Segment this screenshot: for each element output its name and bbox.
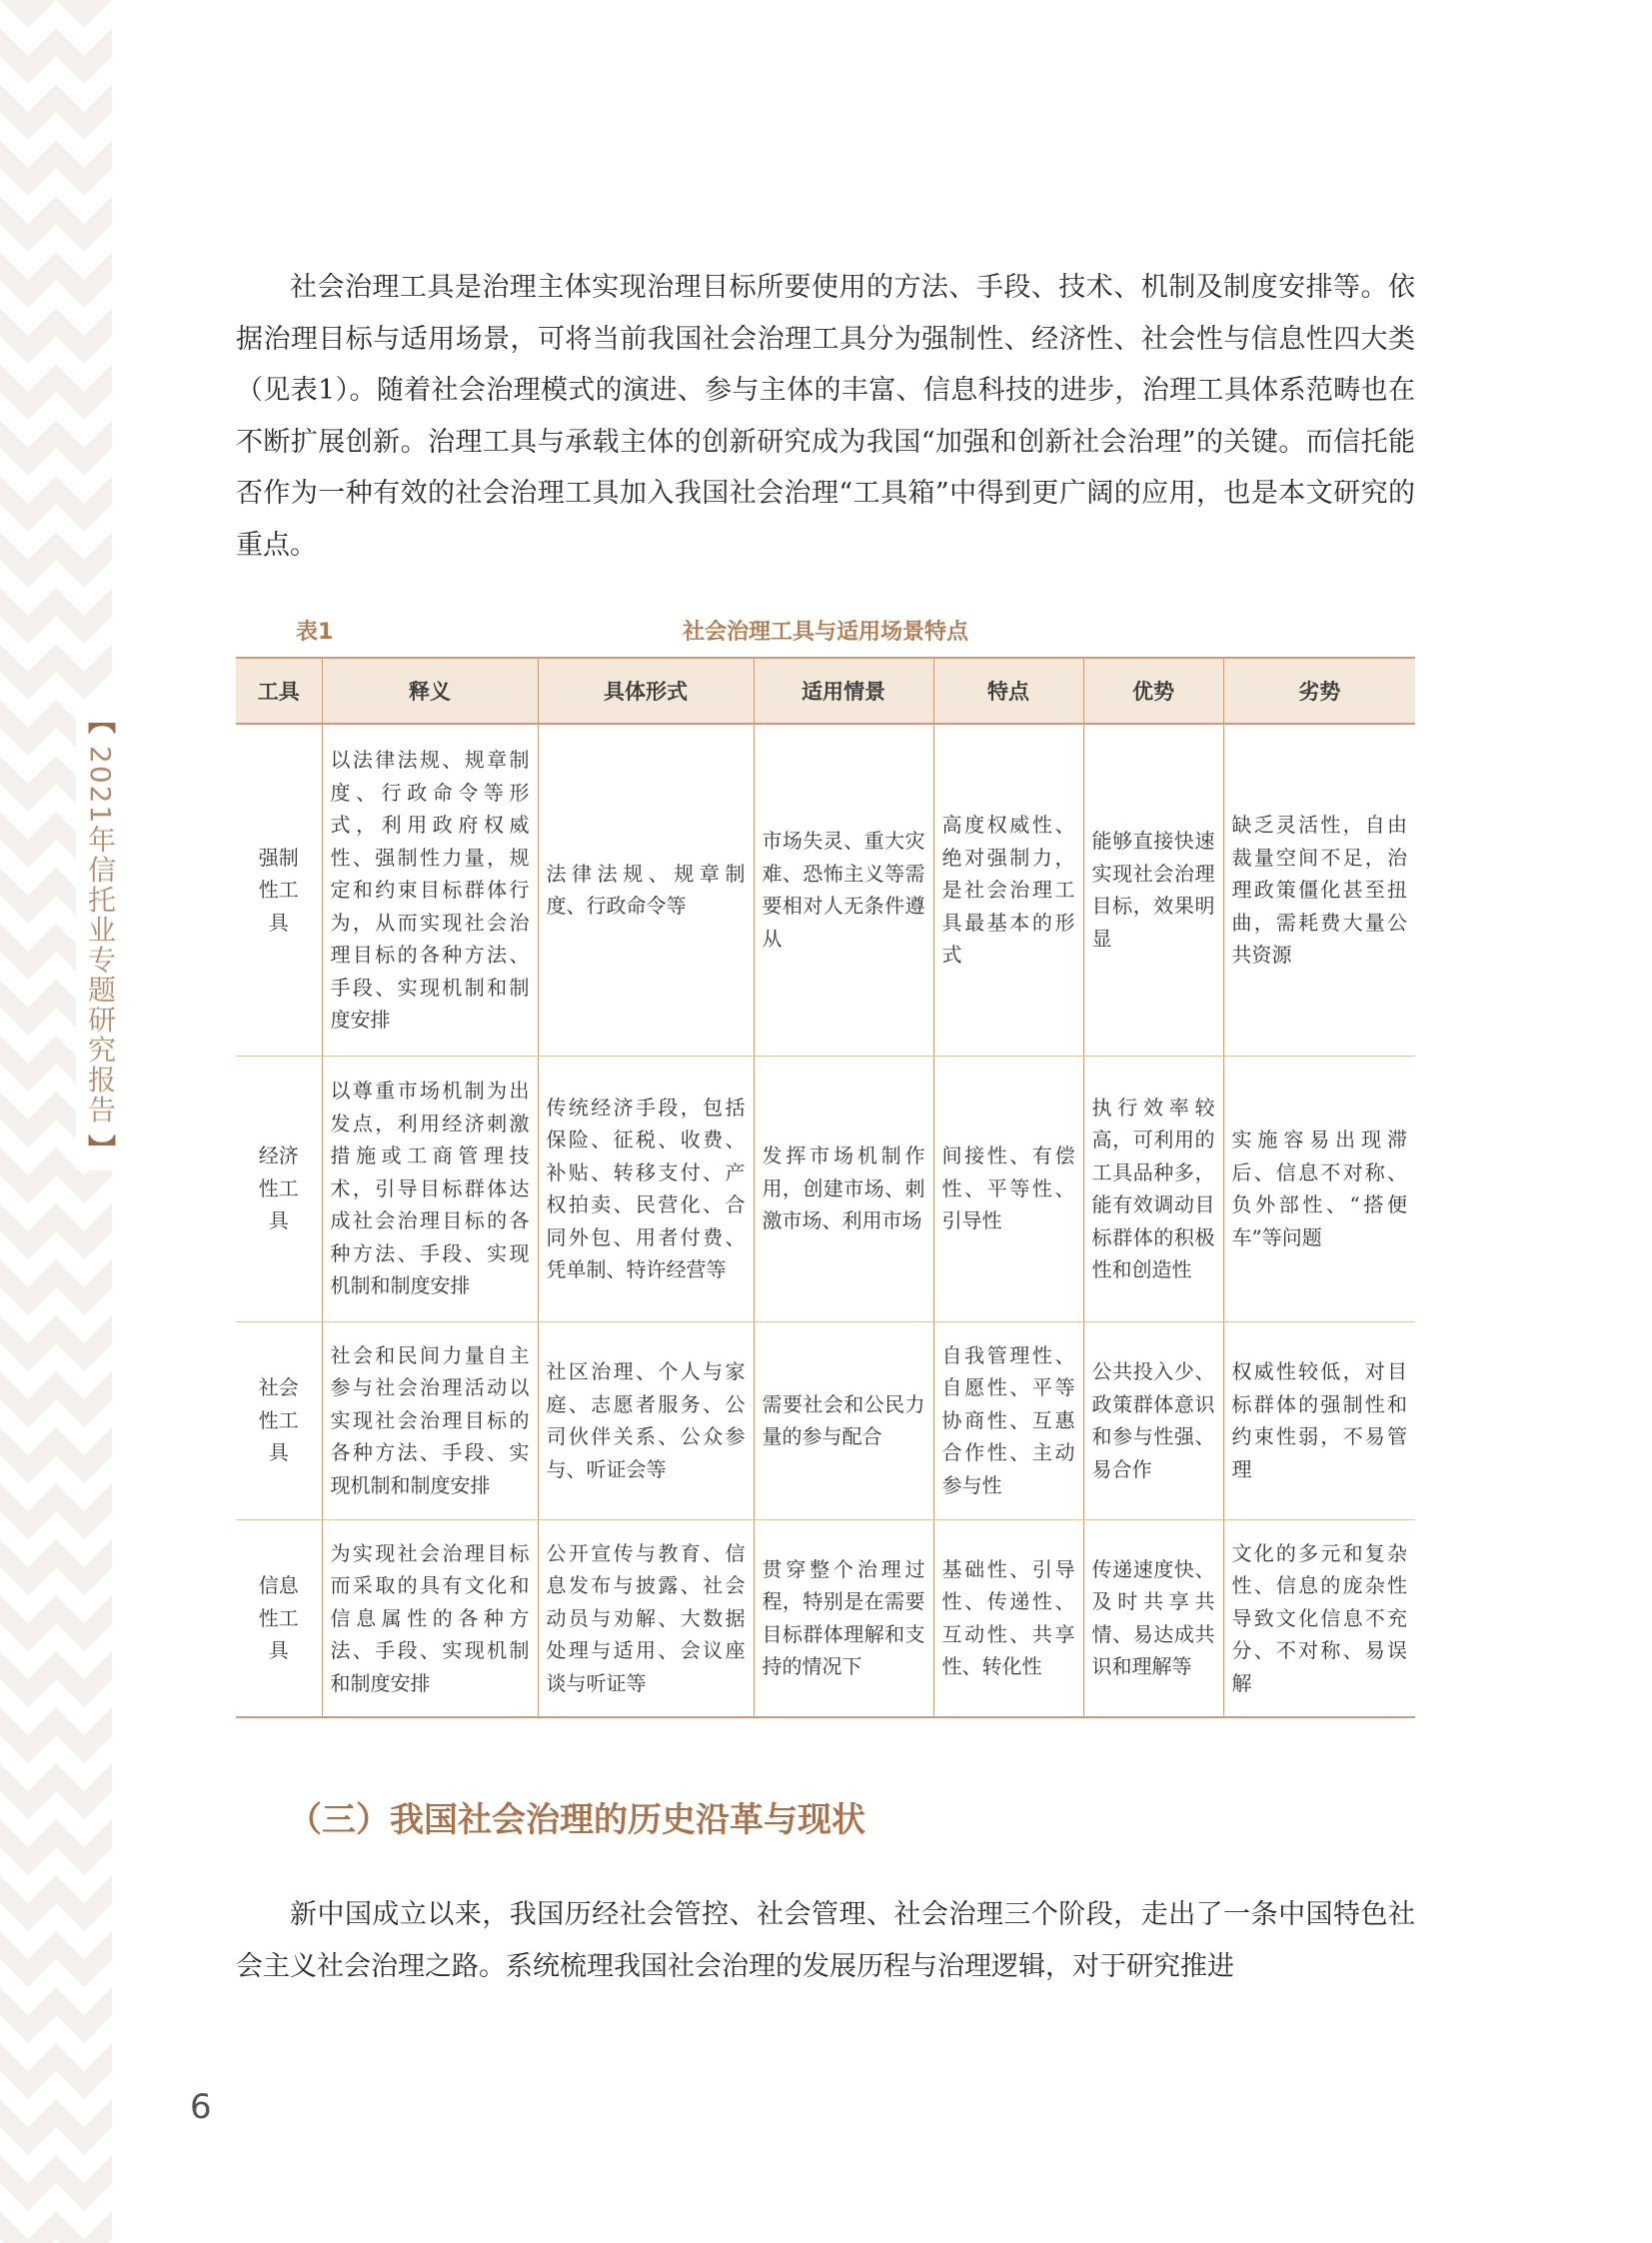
table-cell: 市场失灵、重大灾难、恐怖主义等需要相对人无条件遵从 (754, 724, 933, 1056)
table-title: 社会治理工具与适用场景特点 (682, 620, 968, 645)
table-cell: 能够直接快速实现社会治理目标，效果明显 (1083, 724, 1223, 1056)
column-header: 适用情景 (754, 658, 933, 724)
table-cell: 传统经济手段，包括保险、征税、收费、补贴、转移支付、产权拍卖、民营化、合同外包、用者付费、凭单制、特许经营等 (538, 1056, 754, 1321)
header-bracket-open: 【 (84, 706, 117, 736)
table-row (236, 724, 1415, 1056)
table-cell: 公开宣传与教育、信息发布与披露、社会动员与劝解、大数据处理与适用、会议座谈与听证等 (538, 1519, 754, 1717)
table-cell: 权威性较低，对目标群体的强制性和约束性弱，不易管理 (1223, 1321, 1415, 1519)
report-title: 2021年信托业专题研究报告 (84, 746, 117, 1125)
table-number: 表1 (296, 620, 334, 645)
table-cell: 发挥市场机制作用，创建市场、刺激市场、利用市场 (754, 1056, 933, 1321)
governance-tools-table (236, 657, 1415, 1718)
page-content (236, 262, 1415, 1992)
table-cell: 社会性工具 (236, 1321, 322, 1519)
column-header: 特点 (933, 658, 1083, 724)
table-row (236, 1519, 1415, 1717)
table-cell: 需要社会和公民力量的参与配合 (754, 1321, 933, 1519)
table-cell: 传递速度快、及时共享共情、易达成共识和理解等 (1083, 1519, 1223, 1717)
table-cell: 以法律法规、规章制度、行政命令等形式，利用政府权威性、强制性力量，规定和约束目标群体行为，从而实现社会治理目标的各种方法、手段、实现机制和制度安排 (322, 724, 538, 1056)
table-cell: 基础性、引导性、传递性、互动性、共享性、转化性 (933, 1519, 1083, 1717)
table-cell: 高度权威性、绝对强制力，是社会治理工具最基本的形式 (933, 724, 1083, 1056)
table-cell: 社会和民间力量自主参与社会治理活动以实现社会治理目标的各种方法、手段、实现机制和制度安排 (322, 1321, 538, 1519)
table-caption (236, 611, 1415, 647)
column-header: 工具 (236, 658, 322, 724)
table-cell: 公共投入少、政策群体意识和参与性强、易合作 (1083, 1321, 1223, 1519)
table-cell: 间接性、有偿性、平等性、引导性 (933, 1056, 1083, 1321)
table-cell: 缺乏灵活性，自由裁量空间不足，治理政策僵化甚至扭曲，需耗费大量公共资源 (1223, 724, 1415, 1056)
table-cell: 执行效率较高，可利用的工具品种多，能有效调动目标群体的积极性和创造性 (1083, 1056, 1223, 1321)
table-cell: 以尊重市场机制为出发点，利用经济刺激措施或工商管理技术，引导目标群体达成社会治理目标的各种方法、手段、实现机制和制度安排 (322, 1056, 538, 1321)
table-cell: 经济性工具 (236, 1056, 322, 1321)
table-row (236, 1056, 1415, 1321)
table-cell: 贯穿整个治理过程，特别是在需要目标群体理解和支持的情况下 (754, 1519, 933, 1717)
table-cell: 社区治理、个人与家庭、志愿者服务、公司伙伴关系、公众参与、听证会等 (538, 1321, 754, 1519)
table-cell: 为实现社会治理目标而采取的具有文化和信息属性的各种方法、手段、实现机制和制度安排 (322, 1519, 538, 1717)
header-bracket-close: 】 (84, 1134, 117, 1165)
column-header: 具体形式 (538, 658, 754, 724)
table-cell: 强制性工具 (236, 724, 322, 1056)
table-cell: 实施容易出现滞后、信息不对称、负外部性、“搭便车”等问题 (1223, 1056, 1415, 1321)
intro-paragraph: 社会治理工具是治理主体实现治理目标所要使用的方法、手段、技术、机制及制度安排等。依据治理目标与适用场景，可将当前我国社会治理工具分为强制性、经济性、社会性与信息性四大类（见表1）。随着社会治理模式的演进、参与主体的丰富、信息科技的进步，治理工具体系范畴也在不断扩展创新。治理工具与承载主体的创新研究成为我国“加强和创新社会治理”的关键。而信托能否作为一种有效的社会治理工具加入我国社会治理“工具箱”中得到更广阔的应用，也是本文研究的重点。 (236, 272, 1415, 561)
table-header-row (236, 658, 1415, 724)
table-cell: 信息性工具 (236, 1519, 322, 1717)
section-heading: （三）我国社会治理的历史沿革与现状 (288, 1800, 865, 1840)
table-cell: 文化的多元和复杂性、信息的庞杂性导致文化信息不充分、不对称、易误解 (1223, 1519, 1415, 1717)
table-cell: 法律法规、规章制度、行政命令等 (538, 724, 754, 1056)
table-cell: 自我管理性、自愿性、平等协商性、互惠合作性、主动参与性 (933, 1321, 1083, 1519)
running-header (76, 700, 124, 1170)
column-header: 劣势 (1223, 658, 1415, 724)
closing-paragraph: 新中国成立以来，我国历经社会管控、社会管理、社会治理三个阶段，走出了一条中国特色社会主义社会治理之路。系统梳理我国社会治理的发展历程与治理逻辑，对于研究推进 (236, 1899, 1415, 1982)
column-header: 优势 (1083, 658, 1223, 724)
page-number: 6 (190, 2087, 212, 2127)
table-row (236, 1321, 1415, 1519)
column-header: 释义 (322, 658, 538, 724)
